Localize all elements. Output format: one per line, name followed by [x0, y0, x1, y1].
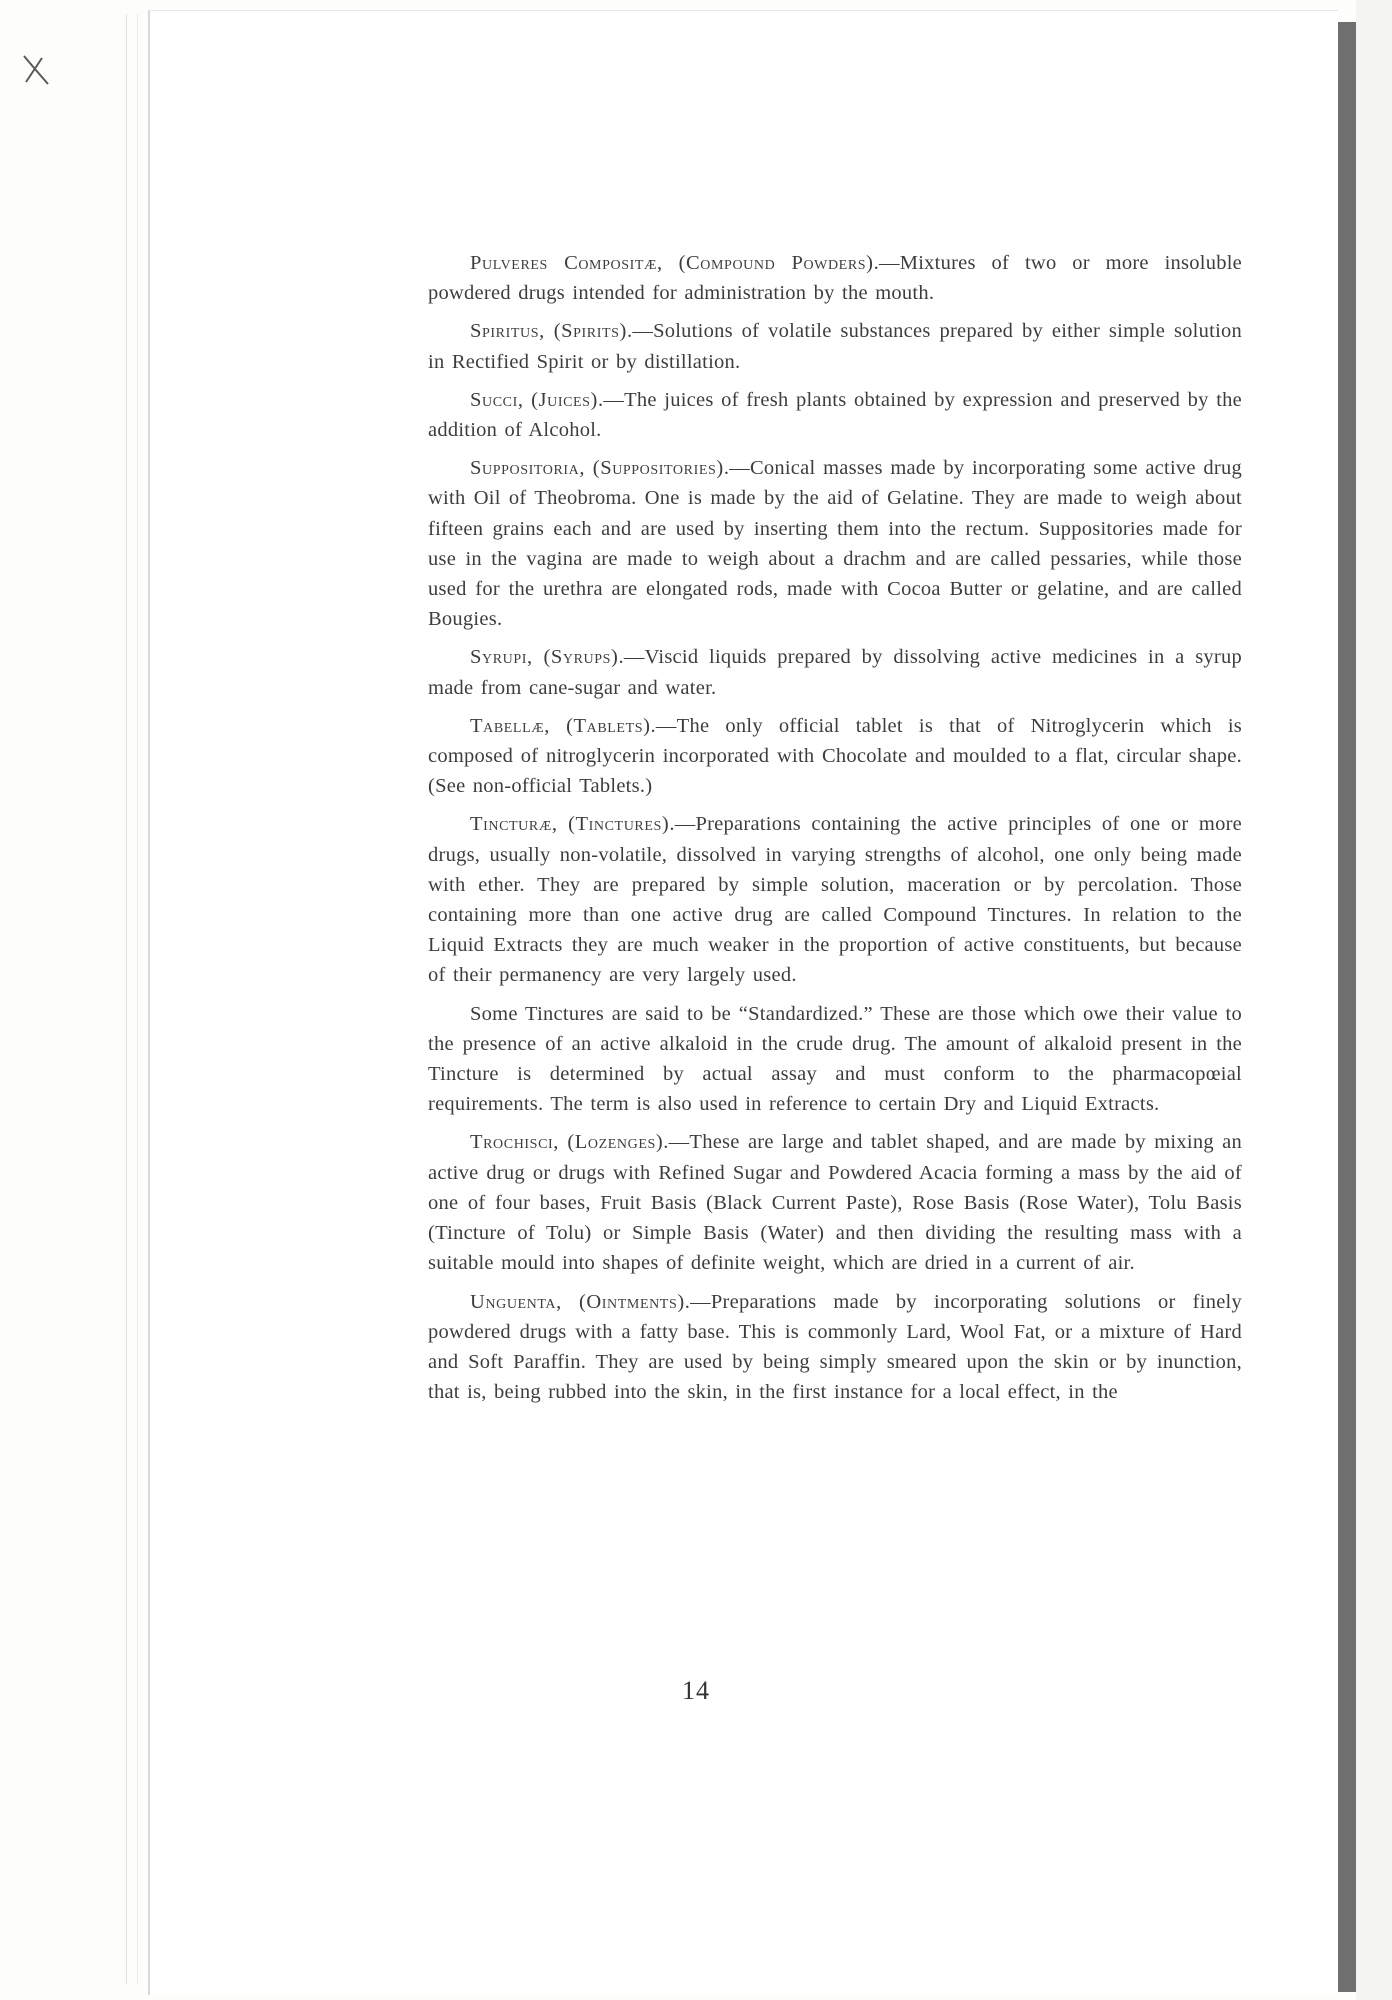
- entry-pulveres: [428, 248, 1242, 308]
- handwritten-x-mark: [18, 52, 54, 88]
- entry-term: Tincturæ,: [470, 813, 558, 836]
- entry-gloss: (Suppositories): [592, 457, 724, 480]
- entry-term: Tabellæ,: [470, 714, 550, 737]
- entry-unguenta: [428, 1287, 1242, 1408]
- entry-tabellae: [428, 711, 1242, 802]
- entry-tincturae: [428, 809, 1242, 990]
- entry-gloss: (Tinctures): [568, 813, 670, 836]
- entry-succi: [428, 385, 1242, 445]
- entry-gloss: (Tablets): [566, 714, 651, 737]
- body-text: [428, 248, 1242, 1415]
- entry-text: .—Solutions of volatile substances prepared by either simple solution in Rectified Spirit or by distillation.: [428, 320, 1243, 373]
- entry-term: Trochisci,: [470, 1131, 559, 1154]
- entry-text: .—The juices of fresh plants obtained by expression and preserved by the addition of Alcohol.: [428, 388, 1242, 442]
- paragraph-standardized: [428, 999, 1242, 1120]
- entry-gloss: (Lozenges): [567, 1131, 664, 1154]
- entry-suppositoria: [428, 453, 1242, 634]
- entry-term: Spiritus,: [470, 320, 545, 343]
- entry-trochisci: [428, 1127, 1242, 1278]
- entry-text: .—Preparations made by incorporating solutions or finely powdered drugs with a fatty base. This is commonly Lard, Wool Fat, or a mixture of Hard and Soft Paraffin. They are used by being simply smeared upon the skin or by inunction, that is, being rubbed into the skin, in the first instance for a local effect, in the: [428, 1290, 1242, 1404]
- entry-text: .—The only official tablet is that of Nitroglycerin which is composed of nitroglycerin incorporated with Chocolate and moulded to a flat, circular shape. (See non-official Tablets.): [428, 714, 1242, 798]
- entry-term: Succi,: [470, 388, 524, 411]
- entry-term: Unguenta,: [470, 1290, 562, 1313]
- entry-term: Suppositoria,: [470, 457, 586, 480]
- entry-gloss: (Ointments): [578, 1290, 685, 1313]
- entry-text: .—These are large and tablet shaped, and are made by mixing an active drug or drugs with Refined Sugar and Powdered Acacia forming a mass by the aid of one of four bases, Fruit Basis (Black Current Paste), Rose Basis (Rose Water), Tolu Basis (Tincture of Tolu) or Simple Basis (Water) and then dividing the resulting mass with a suitable mould into shapes of definite weight, which are dried in a current of air.: [428, 1131, 1243, 1275]
- entry-gloss: (Juices): [531, 388, 598, 411]
- paragraph-text: Some Tinctures are said to be “Standardized.” These are those which owe their value to the presence of an active alkaloid in the crude drug. The amount of alkaloid present in the Tincture is determined by actual assay and must conform to the pharmacopœial requirements. The term is also used in reference to certain Dry and Liquid Extracts.: [428, 1002, 1242, 1116]
- entry-text: .—Mixtures of two or more insoluble powdered drugs intended for administration by the mouth.: [428, 252, 1242, 305]
- entry-text: .—Preparations containing the active principles of one or more drugs, usually non-volatile, dissolved in varying strengths of alcohol, one only being made with ether. They are prepared by simple solution, maceration or by percolation. Those containing more than one active drug are called Compound Tinctures. In relation to the Liquid Extracts they are much weaker in the proportion of active constituents, but because of their permanency are very largely used.: [428, 813, 1242, 987]
- entry-term: Pulveres Compositæ,: [470, 252, 663, 274]
- entry-gloss: (Syrups): [543, 646, 619, 669]
- entry-syrupi: [428, 642, 1242, 702]
- entry-text: .—Conical masses made by incorporating some active drug with Oil of Theobroma. One is made by the aid of Gelatine. They are made to weigh about fifteen grains each and are used by inserting them into the rectum. Suppositories made for use in the vagina are made to weigh about a drachm and are called pessaries, while those used for the urethra are elongated rods, made with Cocoa Butter or gelatine, and are called Bougies.: [428, 457, 1243, 631]
- entry-text: .—Viscid liquids prepared by dissolving active medicines in a syrup made from cane-sugar and water.: [428, 646, 1243, 699]
- entry-gloss: (Spirits): [553, 320, 627, 343]
- entry-term: Syrupi,: [470, 646, 533, 669]
- entry-gloss: (Compound Powders): [678, 252, 874, 274]
- page-number: 14: [682, 1676, 710, 1705]
- entry-spiritus: [428, 316, 1242, 376]
